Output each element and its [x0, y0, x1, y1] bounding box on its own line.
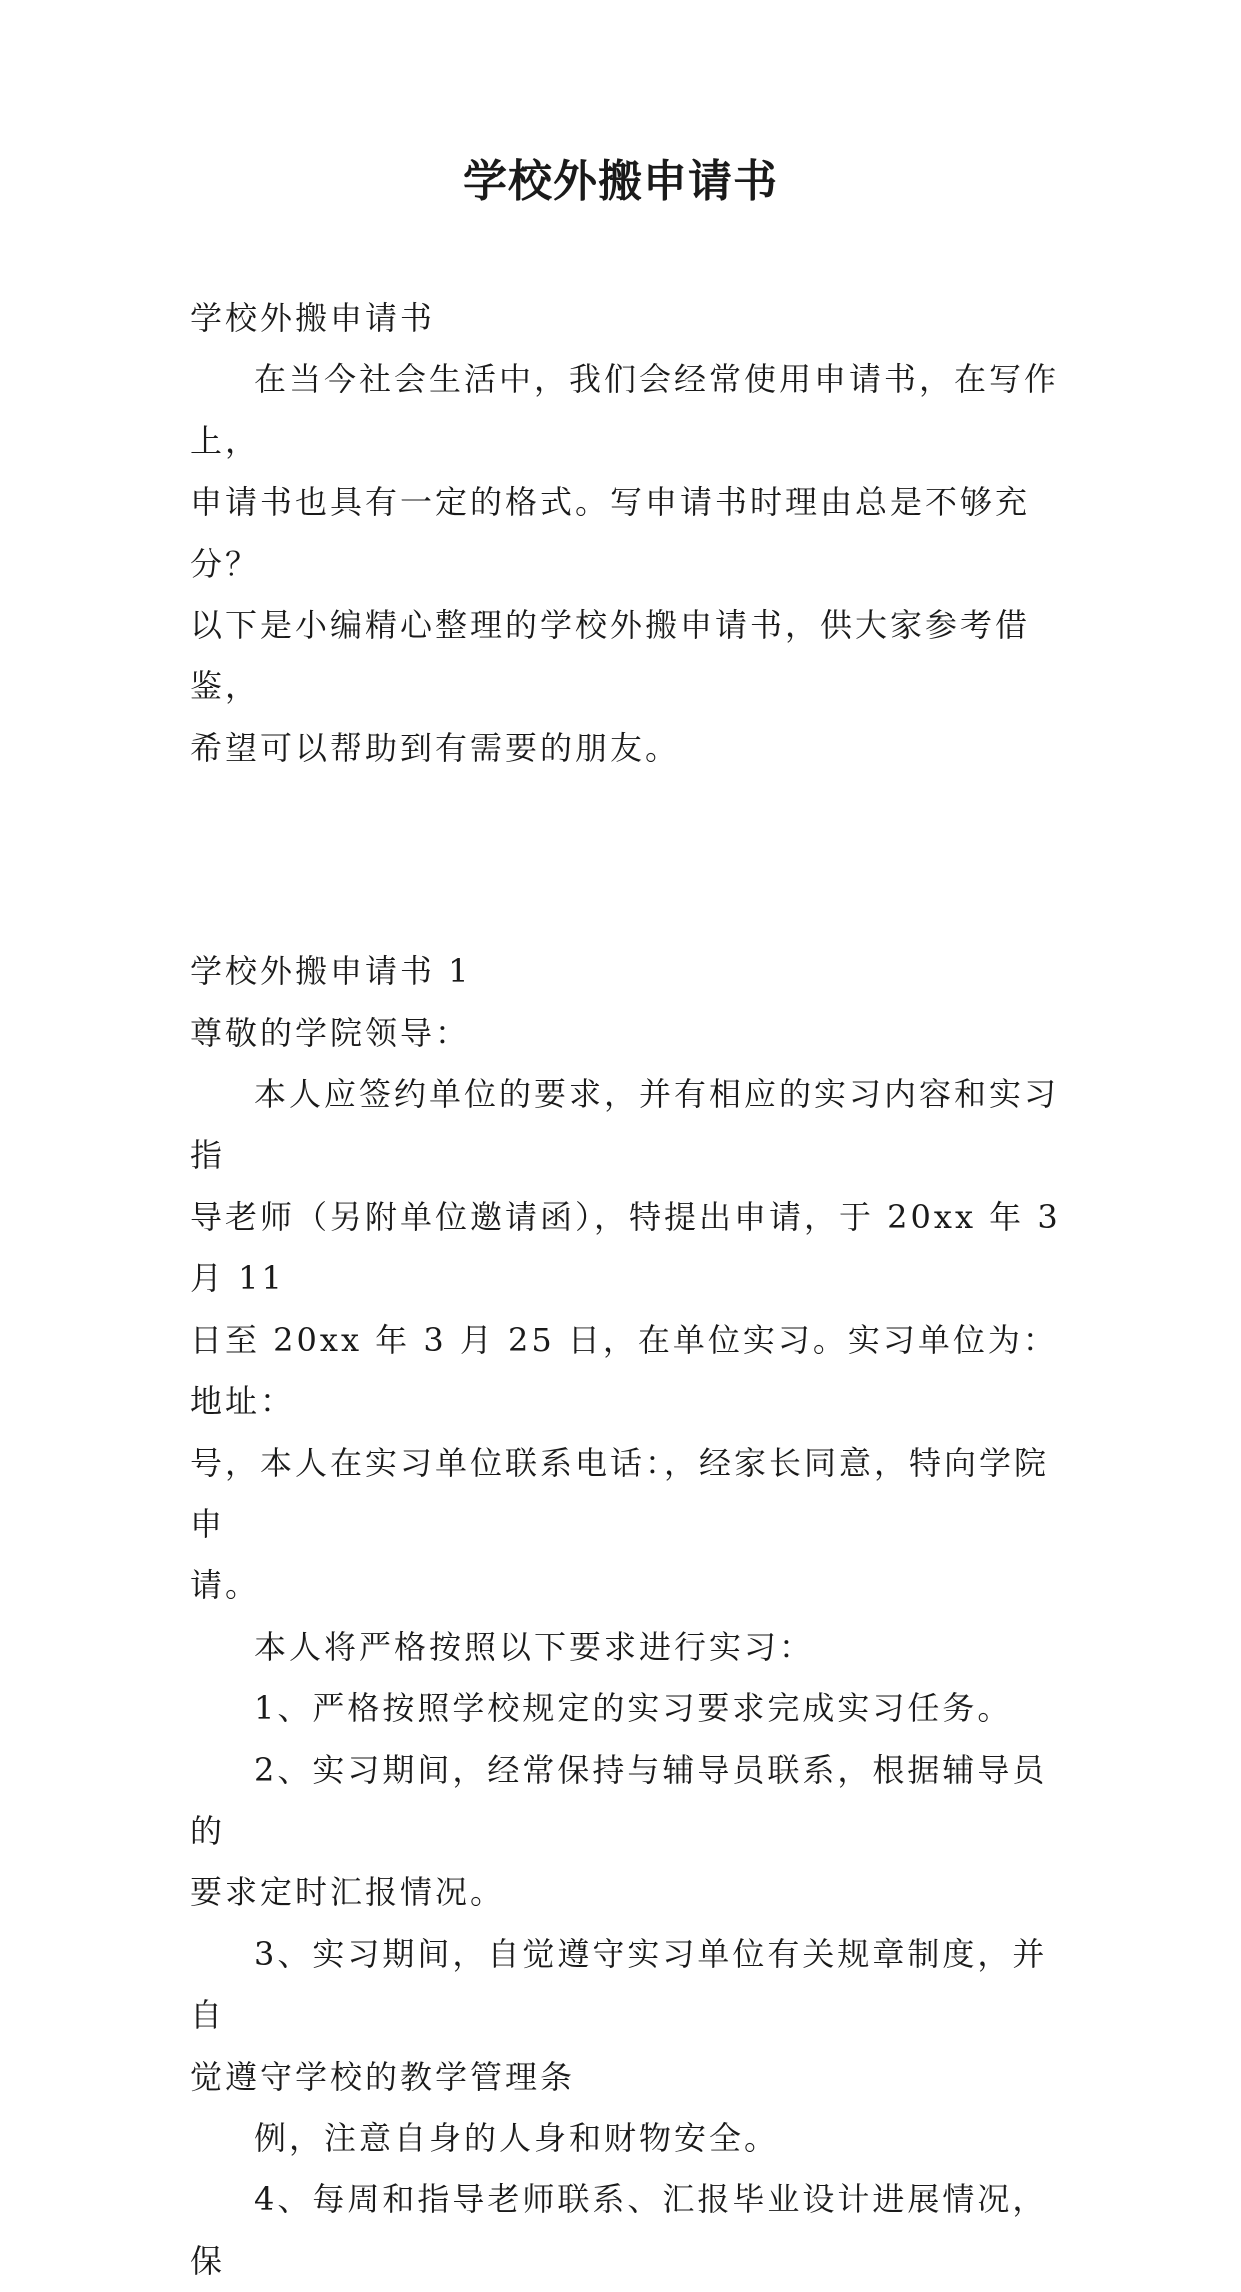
list-item-3-continuation: 例，注意自身的人身和财物安全。	[254, 2118, 780, 2157]
intro-paragraph	[190, 349, 1070, 779]
section-gap	[190, 779, 1070, 941]
request-line-5: 请。	[190, 1566, 261, 1605]
document-body	[190, 288, 1070, 2292]
list-item-1: 1、严格按照学校规定的实习要求完成实习任务。	[254, 1689, 1013, 1728]
list-item-2-line-1: 2、实习期间，经常保持与辅导员联系，根据辅导员的	[190, 1750, 1048, 1850]
intro-line-3: 以下是小编精心整理的学校外搬申请书，供大家参考借鉴，	[190, 606, 1031, 706]
list-item-2	[190, 1740, 1070, 1924]
list-item-3-line-1: 3、实习期间，自觉遵守实习单位有关规章制度，并自	[190, 1934, 1048, 2035]
request-line-3: 日至 20xx 年 3 月 25 日，在单位实习。实习单位为：地址：	[190, 1320, 1058, 1421]
requirements-intro: 本人将严格按照以下要求进行实习：	[254, 1627, 815, 1666]
list-item-2-line-2: 要求定时汇报情况。	[190, 1873, 506, 1912]
salutation: 尊敬的学院领导：	[190, 1013, 471, 1052]
document-title: 学校外搬申请书	[463, 156, 778, 207]
intro-line-1: 在当今社会生活中，我们会经常使用申请书，在写作上，	[190, 360, 1060, 460]
list-item-3	[190, 1924, 1070, 2108]
list-item-4: 4、每周和指导老师联系、汇报毕业设计进展情况，保	[190, 2180, 1048, 2280]
document-subtitle: 学校外搬申请书	[190, 299, 436, 337]
request-paragraph	[190, 1064, 1070, 1617]
intro-line-2: 申请书也具有一定的格式。写申请书时理由总是不够充分？	[190, 483, 1031, 583]
section-heading: 学校外搬申请书 1	[190, 952, 472, 991]
intro-line-4: 希望可以帮助到有需要的朋友。	[190, 728, 681, 767]
request-line-4: 号，本人在实习单位联系电话：，经家长同意，特向学院申	[190, 1443, 1050, 1543]
request-line-2: 导老师（另附单位邀请函），特提出申请，于 20xx 年 3 月 11	[190, 1197, 1061, 1298]
list-item-3-line-2: 觉遵守学校的教学管理条	[190, 2057, 576, 2096]
request-line-1: 本人应签约单位的要求，并有相应的实习内容和实习指	[190, 1075, 1060, 1175]
